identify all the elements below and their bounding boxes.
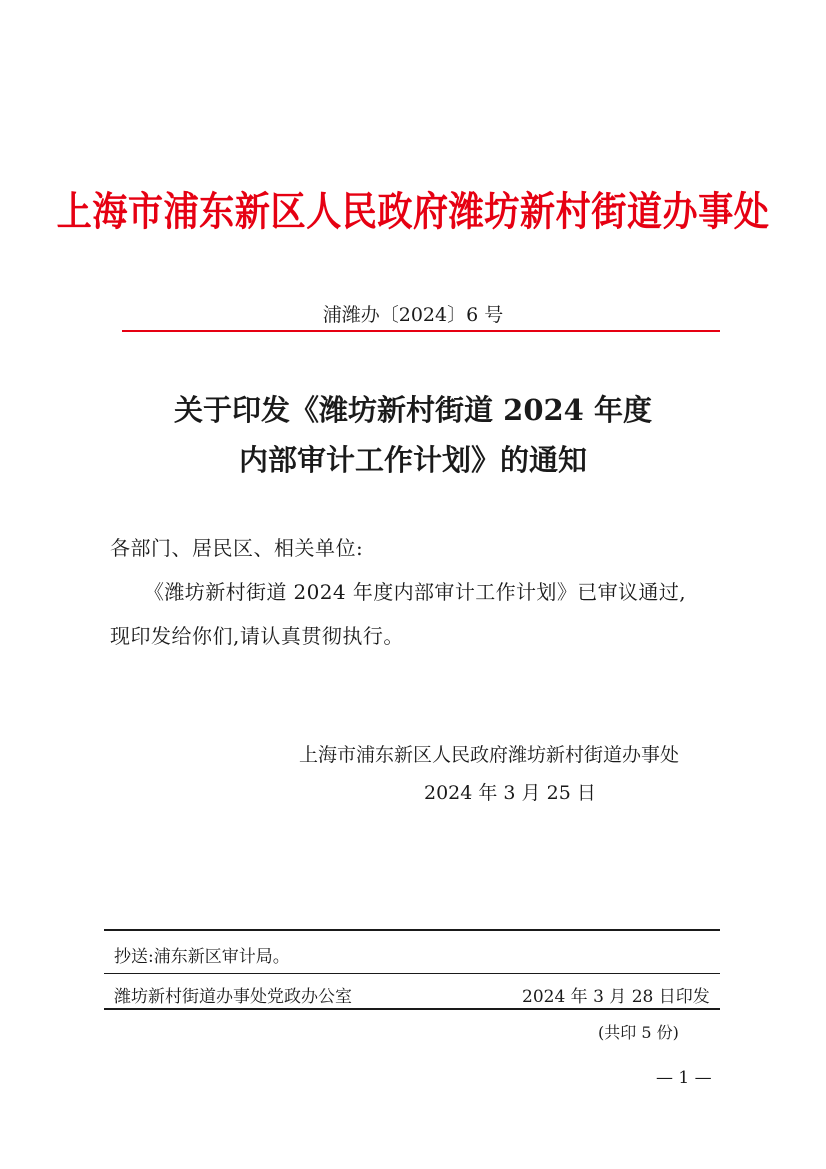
document-title-line-1: 关于印发《潍坊新村街道 2024 年度 (174, 393, 652, 427)
red-separator-line (122, 330, 720, 332)
salutation: 各部门、居民区、相关单位: (110, 536, 364, 560)
issuing-authority-header: 上海市浦东新区人民政府潍坊新村街道办事处 (56, 189, 770, 235)
signature-date: 2024 年 3 月 25 日 (424, 782, 596, 804)
footer-bottom-rule (104, 1008, 720, 1010)
footer-top-rule (104, 929, 720, 931)
issue-date: 2024 年 3 月 28 日印发 (522, 987, 710, 1007)
document-number: 浦潍办〔2024〕6 号 (322, 304, 504, 326)
cc-recipients: 抄送:浦东新区审计局。 (114, 947, 290, 967)
document-title-line-2: 内部审计工作计划》的通知 (238, 443, 587, 477)
signature-organization: 上海市浦东新区人民政府潍坊新村街道办事处 (299, 744, 680, 766)
body-paragraph-line-1: 《潍坊新村街道 2024 年度内部审计工作计划》已审议通过, (144, 580, 686, 604)
page-number: — 1 — (656, 1068, 712, 1088)
issuing-office: 潍坊新村街道办事处党政办公室 (114, 987, 352, 1007)
footer-middle-rule (104, 973, 720, 974)
copies-count: (共印 5 份) (598, 1023, 679, 1042)
body-paragraph-line-2: 现印发给你们,请认真贯彻执行。 (110, 624, 404, 648)
